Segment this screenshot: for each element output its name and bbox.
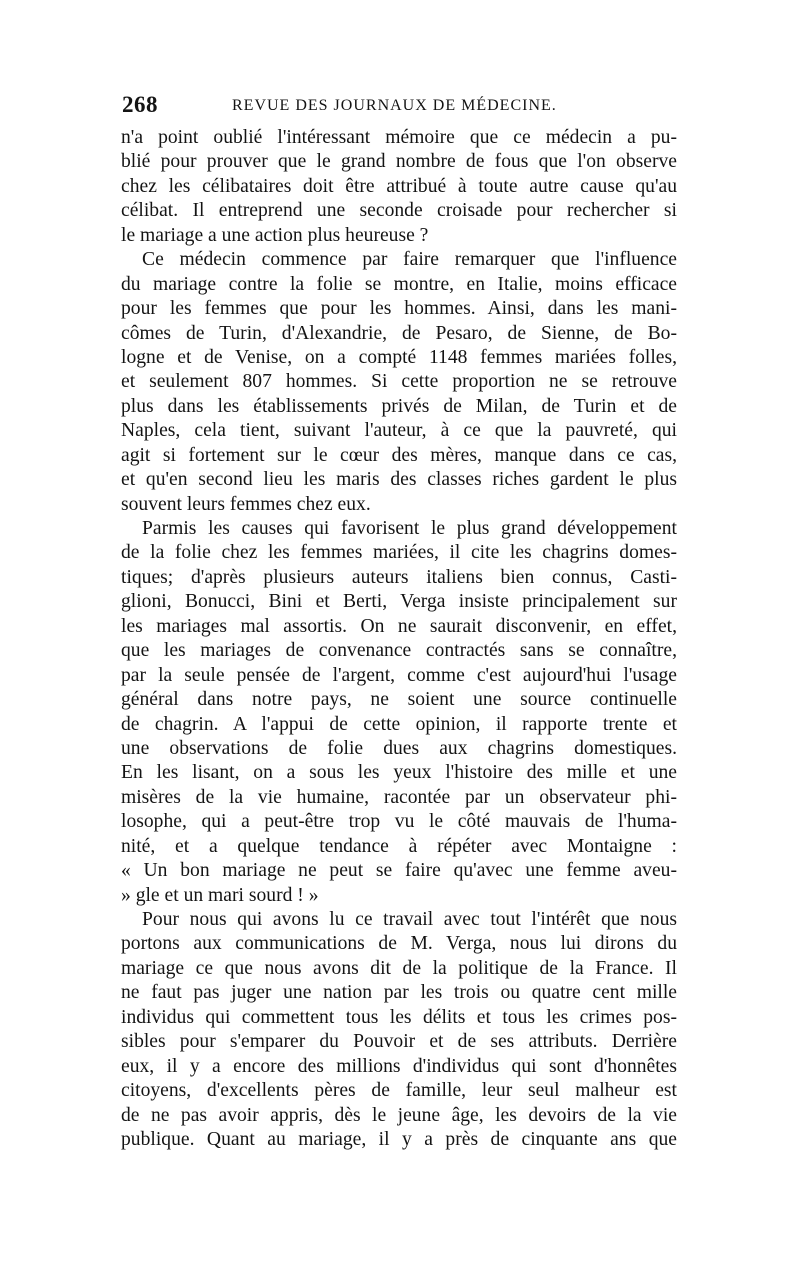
text-line: losophe, qui a peut-être trop vu le côté mauvais de l'huma- — [121, 811, 677, 833]
running-head — [122, 92, 682, 122]
text-line: citoyens, d'excellents pères de famille, leur seul malheur est — [121, 1080, 677, 1102]
text-line: Ce médecin commence par faire remarquer que l'influence — [142, 249, 677, 271]
text-line: mariage ce que nous avons dit de la politique de la France. Il — [121, 957, 677, 979]
text-line: tiques; d'après plusieurs auteurs italiens bien connus, Casti- — [121, 566, 677, 588]
text-line: ne faut pas juger une nation par les trois ou quatre cent mille — [121, 982, 677, 1004]
text-line: individus qui commettent tous les délits et tous les crimes pos- — [121, 1006, 677, 1028]
text-line: agit si fortement sur le cœur des mères, manque dans ce cas, — [121, 444, 677, 466]
text-line: le mariage a une action plus heureuse ? — [121, 224, 429, 246]
text-line: que les mariages de convenance contractés sans se connaître, — [121, 640, 677, 662]
text-line: et seulement 807 hommes. Si cette proportion ne se retrouve — [121, 371, 677, 393]
page-number: 268 — [122, 92, 158, 117]
text-line: Pour nous qui avons lu ce travail avec tout l'intérêt que nous — [142, 909, 677, 930]
text-line: glioni, Bonucci, Bini et Berti, Verga insiste principalement sur — [121, 591, 677, 613]
text-line: n'a point oublié l'intéressant mémoire que ce médecin a pu- — [121, 127, 677, 148]
text-line: publique. Quant au mariage, il y a près de cinquante ans que — [121, 1128, 677, 1150]
text-line: cômes de Turin, d'Alexandrie, de Pesaro, de Sienne, de Bo- — [121, 322, 677, 344]
body-text — [121, 126, 677, 1152]
text-line: » gle et un mari sourd ! » — [121, 884, 319, 906]
text-line: « Un bon mariage ne peut se faire qu'avec une femme aveu- — [121, 860, 677, 882]
text-line: En les lisant, on a sous les yeux l'histoire des mille et une — [121, 762, 677, 784]
text-line: logne et de Venise, on a compté 1148 femmes mariées folles, — [121, 346, 677, 368]
text-line: Parmis les causes qui favorisent le plus grand développement — [142, 518, 677, 539]
text-line: eux, il y a encore des millions d'individus qui sont d'honnêtes — [121, 1055, 677, 1077]
text-line: blié pour prouver que le grand nombre de fous que l'on observe — [121, 151, 677, 173]
text-line: par la seule pensée de l'argent, comme c'est aujourd'hui l'usage — [121, 664, 677, 686]
text-line: de chagrin. A l'appui de cette opinion, il rapporte trente et — [121, 713, 677, 735]
text-line: du mariage contre la folie se montre, en Italie, moins efficace — [121, 273, 677, 295]
text-line: sibles pour s'emparer du Pouvoir et de ses attributs. Derrière — [121, 1031, 677, 1053]
text-line: de la folie chez les femmes mariées, il cite les chagrins domes- — [121, 542, 677, 564]
text-line: nité, et a quelque tendance à répéter avec Montaigne : — [121, 835, 677, 857]
running-title: REVUE DES JOURNAUX DE MÉDECINE. — [232, 97, 557, 114]
text-line: misères de la vie humaine, racontée par un observateur phi- — [121, 786, 677, 808]
text-line: de ne pas avoir appris, dès le jeune âge, les devoirs de la vie — [121, 1104, 677, 1126]
text-line: les mariages mal assortis. On ne saurait disconvenir, en effet, — [121, 615, 677, 637]
text-line: une observations de folie dues aux chagrins domestiques. — [121, 737, 677, 759]
text-line: pour les femmes que pour les hommes. Ainsi, dans les mani- — [121, 298, 677, 320]
text-line: général dans notre pays, ne soient une source continuelle — [121, 689, 677, 711]
text-line: plus dans les établissements privés de Milan, de Turin et de — [121, 395, 677, 417]
text-line: Naples, cela tient, suivant l'auteur, à ce que la pauvreté, qui — [121, 420, 677, 442]
text-line: et qu'en second lieu les maris des classes riches gardent le plus — [121, 469, 677, 491]
text-line: souvent leurs femmes chez eux. — [121, 493, 371, 515]
text-line: chez les célibataires doit être attribué à toute autre cause qu'au — [121, 175, 677, 197]
text-line: célibat. Il entreprend une seconde croisade pour rechercher si — [121, 200, 677, 222]
text-line: portons aux communications de M. Verga, nous lui dirons du — [121, 933, 677, 955]
